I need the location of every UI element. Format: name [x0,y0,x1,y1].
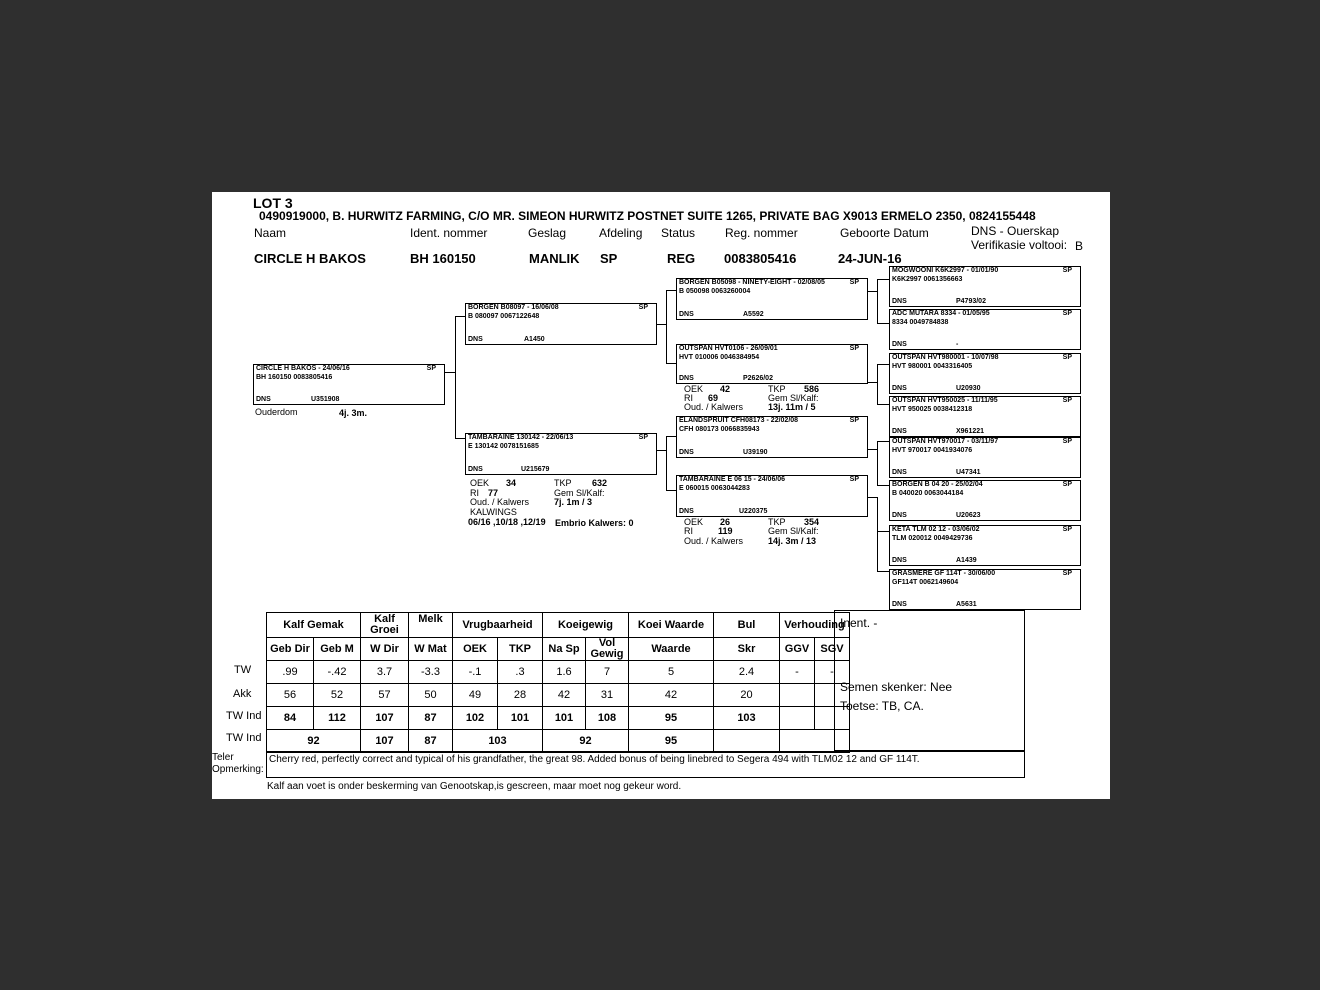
dd-oud-label: Oud. / Kalwers [684,536,744,546]
akk-cell-7: 31 [586,684,629,707]
twind-cell-6: 101 [543,707,586,730]
akk-cell-2: 57 [361,684,409,707]
dd-oek: 26 [720,517,731,527]
animal-ident: BH 160150 [410,251,476,266]
twind2-koeigewig: 92 [543,730,629,753]
twind2-vrugbaarheid: 103 [453,730,543,753]
tw-cell-11: - [815,661,850,684]
animal-geboorte: 24-JUN-16 [838,251,902,266]
animal-geslag: MANLIK [529,251,580,266]
pedigree-great-grandparent-2: ADC MUTARA 8334 - 01/05/95 8334 0049784838 SP DNS - [889,309,1081,350]
kalwings-label: KALWINGS [470,507,517,517]
animal-afdeling: SP [600,251,618,266]
header-ident: Ident. nommer [410,226,488,240]
kalwings-dates: 06/16 ,10/18 ,12/19 [468,517,546,527]
sub-header-11: SGV [815,638,850,661]
sd-oud-label: Oud. / Kalwers [684,402,744,412]
tw-cell-7: 7 [586,661,629,684]
akk-cell-5: 28 [498,684,543,707]
pedigree-great-grandparent-4: OUTSPAN HVT950025 - 11/11/95 HVT 950025 0038412318 SP DNS X961221 [889,396,1081,437]
header-geslag: Geslag [528,226,567,240]
header-status: Status [661,226,696,240]
group-koeigewig: Koeigewig [543,613,629,638]
notes-box [834,610,1025,751]
akk-cell-9: 20 [714,684,780,707]
akk-cell-10 [780,684,815,707]
sub-header-6: Na Sp [543,638,586,661]
dam-tkp-label: TKP [554,478,572,488]
sd-ri-label: RI [684,393,693,403]
dd-oek-label: OEK [684,517,704,527]
pedigree-great-grandparent-1: MOGWOONI K6K2997 - 01/01/90 K6K2997 0061356663 SP DNS P4793/02 [889,266,1081,307]
group-koei-waarde: Koei Waarde [629,613,714,638]
tw-cell-3: -3.3 [409,661,453,684]
dam-ri-label: RI [470,488,479,498]
header-verifikasie: Verifikasie voltooi: [971,238,1068,252]
dam-oud-label: Oud. / Kalwers [470,497,530,507]
pedigree-sire: BORGEN B08097 - 16/06/08 B 080097 0067122648 SP DNS A1450 [465,303,657,345]
twind-cell-10 [780,707,815,730]
dd-oud: 14j. 3m / 13 [768,536,817,546]
dam-oud: 7j. 1m / 3 [554,497,593,507]
ouderdom-label: Ouderdom [255,407,298,417]
group-kalf-groei: Kalf Groei [361,613,409,638]
twind2-melk: 87 [409,730,453,753]
sub-header-9: Skr [714,638,780,661]
lot-title: LOT 3 [253,195,293,211]
opmerking-text: Cherry red, perfectly correct and typical of his grandfather, the great 98. Added bonus of being linebred to Segera 494 with TLM02 12 and GF 114T. [269,754,920,765]
tw-cell-1: -.42 [314,661,361,684]
dd-tkp: 354 [804,517,820,527]
akk-cell-1: 52 [314,684,361,707]
sub-header-2: W Dir [361,638,409,661]
tw-cell-2: 3.7 [361,661,409,684]
sub-header-3: W Mat [409,638,453,661]
pedigree-sire-sire: BORGEN B05098 - NINETY-EIGHT - 02/08/05 B 050098 0063260004 SP DNS A5592 [676,278,868,320]
tw-cell-10: - [780,661,815,684]
twind-cell-2: 107 [361,707,409,730]
catalog-sheet [212,192,1110,799]
twind-cell-3: 87 [409,707,453,730]
animal-reg: 0083805416 [724,251,797,266]
akk-cell-6: 42 [543,684,586,707]
verifikasie-value: B [1075,239,1084,253]
tw-cell-6: 1.6 [543,661,586,684]
twind-cell-4: 102 [453,707,498,730]
semen-text: Semen skenker: Nee [840,680,953,694]
owner-address: 0490919000, B. HURWITZ FARMING, C/O MR. SIMEON HURWITZ POSTNET SUITE 1265, PRIVATE BAG X9013 ERMELO 2350, 0824155448 [259,209,1036,223]
pedigree-dam: TAMBARAINE 130142 - 22/06/13 E 130142 0078151685 SP DNS U215679 [465,433,657,475]
pedigree-self: CIRCLE H BAKOS - 24/06/16 BH 160150 0083805416 SP DNS U351908 [253,364,445,405]
toetse-text: Toetse: TB, CA. [840,699,924,713]
footer-note: Kalf aan voet is onder beskerming van Genootskap,is gescreen, maar moet nog gekeur word. [267,781,682,792]
sd-oud: 13j. 11m / 5 [768,402,816,412]
tw-cell-8: 5 [629,661,714,684]
dam-gem-label: Gem Sl/Kalf: [554,488,605,498]
header-afdeling: Afdeling [599,226,643,240]
sub-header-7: Vol Gewig [586,638,629,661]
pedigree-sire-dam: OUTSPAN HVT0106 - 26/09/01 HVT 010006 0046384954 SP DNS P2626/02 [676,344,868,384]
akk-cell-4: 49 [453,684,498,707]
sub-header-8: Waarde [629,638,714,661]
pedigree-great-grandparent-3: OUTSPAN HVT980001 - 10/07/98 HVT 980001 0043316405 SP DNS U20930 [889,353,1081,394]
row-label-twind: TW Ind [226,710,262,722]
twind-cell-9: 103 [714,707,780,730]
ouderdom-value: 4j. 3m. [339,408,368,418]
twind-cell-7: 108 [586,707,629,730]
teler-label: Teler [212,752,234,763]
dd-ri: 119 [718,526,733,536]
twind-cell-5: 101 [498,707,543,730]
embrio-kalwers: Embrio Kalwers: 0 [555,518,634,528]
pedigree-great-grandparent-7: KETA TLM 02 12 - 03/06/02 TLM 020012 0049429736 SP DNS A1439 [889,525,1081,566]
animal-status: REG [667,251,696,266]
dam-oek: 34 [506,478,517,488]
sd-oek-label: OEK [684,384,704,394]
sd-ri: 69 [708,393,719,403]
row-label-akk: Akk [233,688,252,700]
tw-cell-4: -.1 [453,661,498,684]
group-melk: Melk [409,613,453,638]
tw-cell-9: 2.4 [714,661,780,684]
header-naam: Naam [254,226,287,240]
twind2-kalf-gemak: 92 [267,730,361,753]
pedigree-dam-dam: TAMBARAINE E 06 15 - 24/06/06 E 060015 0063044283 SP DNS U220375 [676,475,868,517]
pedigree-dam-sire: ELANDSPRUIT CFH08173 - 22/02/08 CFH 080173 0066835943 SP DNS U39190 [676,416,868,458]
twind2-bul [714,730,780,753]
pedigree-great-grandparent-8: GRASMERE GF 114T - 30/06/00 GF114T 0062149604 SP DNS A5631 [889,569,1081,610]
dd-tkp-label: TKP [768,517,786,527]
sub-header-0: Geb Dir [267,638,314,661]
dam-ri: 77 [488,488,499,498]
sd-gem-label: Gem Sl/Kalf: [768,393,819,403]
akk-cell-8: 42 [629,684,714,707]
dam-tkp: 632 [592,478,608,488]
sub-header-1: Geb M [314,638,361,661]
header-dns: DNS - Ouerskap [971,224,1060,238]
group-vrugbaarheid: Vrugbaarheid [453,613,543,638]
sd-oek: 42 [720,384,731,394]
twind-cell-1: 112 [314,707,361,730]
tw-cell-0: .99 [267,661,314,684]
tw-cell-5: .3 [498,661,543,684]
twind-cell-8: 95 [629,707,714,730]
row-label-twind-2: TW Ind [226,732,262,744]
dam-oek-label: OEK [470,478,490,488]
sub-header-4: OEK [453,638,498,661]
akk-cell-3: 50 [409,684,453,707]
group-kalf-gemak: Kalf Gemak [267,613,361,638]
row-label-tw: TW [234,664,252,676]
sub-header-5: TKP [498,638,543,661]
inent-text: Inent. - [840,616,878,630]
pedigree-great-grandparent-5: OUTSPAN HVT970017 - 03/11/97 HVT 970017 0041934076 SP DNS U47341 [889,437,1081,478]
sub-header-10: GGV [780,638,815,661]
group-bul: Bul [714,613,780,638]
twind2-kalf-groei: 107 [361,730,409,753]
header-geboorte: Geboorte Datum [840,226,929,240]
akk-cell-0: 56 [267,684,314,707]
group-verhouding: Verhouding [780,613,850,638]
dd-ri-label: RI [684,526,693,536]
performance-table [266,612,850,753]
opmerking-box [266,751,1025,778]
twind-cell-0: 84 [267,707,314,730]
pedigree-great-grandparent-6: BORGEN B 04 20 - 25/02/04 B 040020 0063044184 SP DNS U20623 [889,480,1081,521]
sd-tkp-label: TKP [768,384,786,394]
opmerking-label: Opmerking: [212,764,264,775]
animal-naam: CIRCLE H BAKOS [254,251,366,266]
sd-tkp: 586 [804,384,820,394]
dd-gem-label: Gem Sl/Kalf: [768,526,819,536]
twind2-koei-waarde: 95 [629,730,714,753]
header-reg: Reg. nommer [725,226,798,240]
